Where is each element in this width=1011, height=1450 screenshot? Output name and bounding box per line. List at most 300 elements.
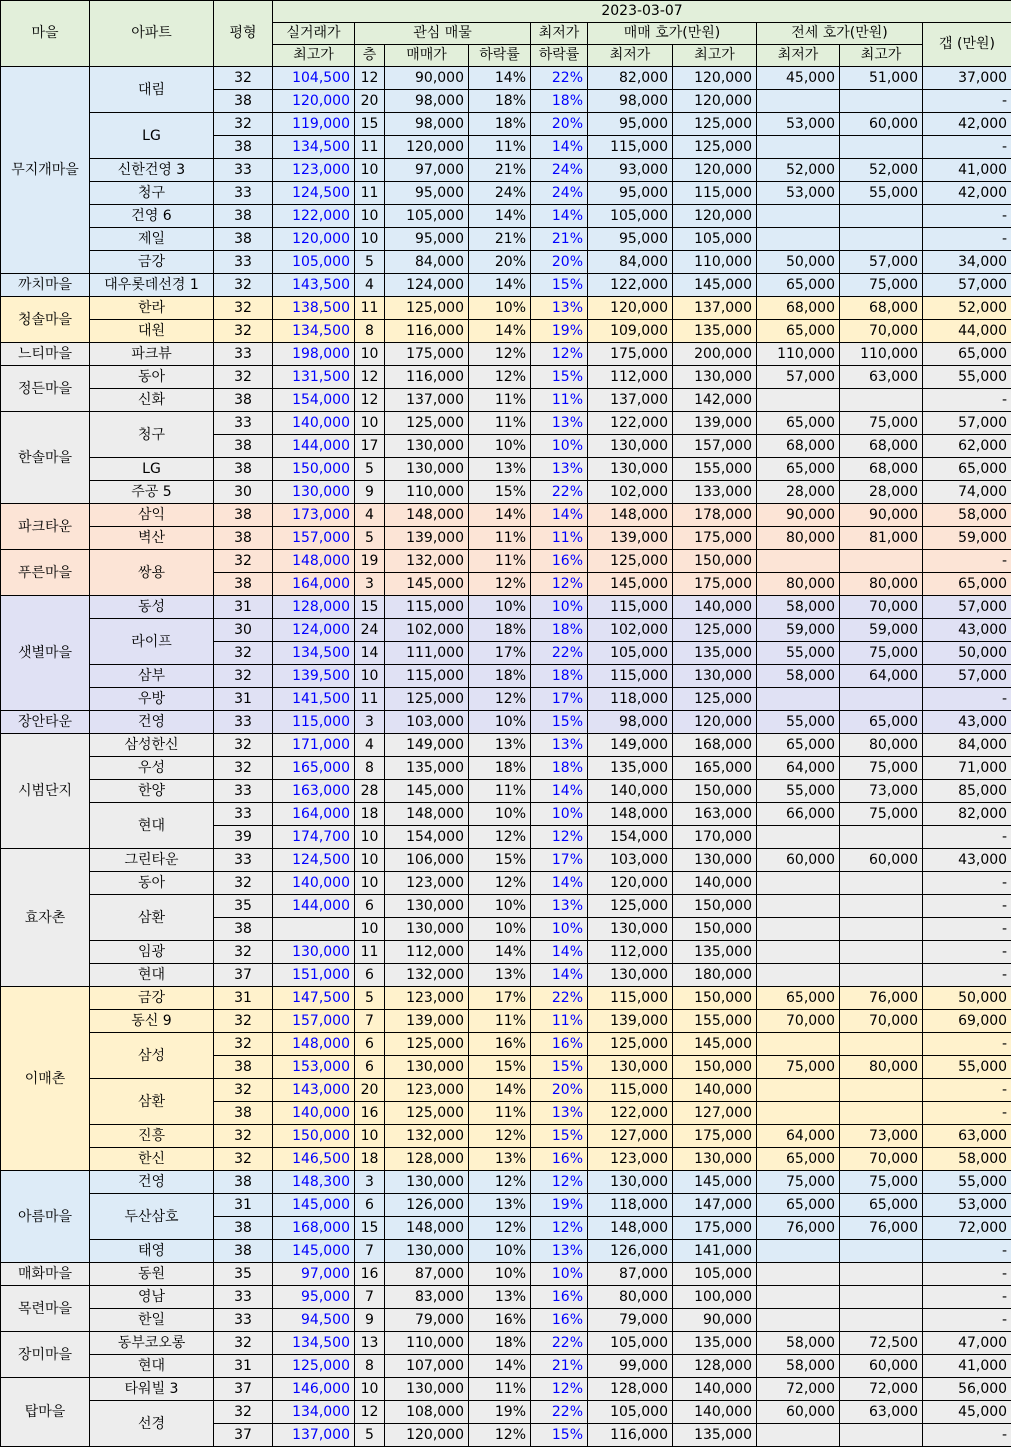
header-jeonse-min: 최저가: [757, 45, 840, 67]
cell-fl: 12: [355, 67, 385, 90]
cell-size: 38: [214, 1171, 273, 1194]
village-cell: 시범단지: [1, 734, 90, 849]
cell-size: 33: [214, 251, 273, 274]
cell-jmax: 76,000: [840, 1217, 923, 1240]
table-row: [1, 1332, 1011, 1355]
cell-size: 37: [214, 964, 273, 987]
cell-price: 112,000: [385, 941, 469, 964]
cell-jmax: [840, 688, 923, 711]
cell-real: 124,500: [273, 849, 355, 872]
cell-size: 35: [214, 895, 273, 918]
cell-size: 32: [214, 1010, 273, 1033]
cell-real: 137,000: [273, 1424, 355, 1447]
cell-smin: 102,000: [588, 481, 673, 504]
cell-gap: 43,000: [923, 619, 1011, 642]
cell-jmin: 75,000: [757, 1171, 840, 1194]
apartment-cell: 한양: [90, 780, 214, 803]
header-floor: 층: [355, 45, 385, 67]
cell-low: 12%: [531, 343, 588, 366]
cell-jmin: 65,000: [757, 1194, 840, 1217]
apartment-cell: 그린타운: [90, 849, 214, 872]
cell-fl: 8: [355, 757, 385, 780]
cell-price: 83,000: [385, 1286, 469, 1309]
cell-smin: 130,000: [588, 1056, 673, 1079]
cell-jmax: 68,000: [840, 297, 923, 320]
apartment-cell: 삼익: [90, 504, 214, 527]
village-cell: 정든마을: [1, 366, 90, 412]
cell-real: 154,000: [273, 389, 355, 412]
table-row: [1, 803, 1011, 826]
cell-price: 128,000: [385, 1148, 469, 1171]
cell-jmax: 76,000: [840, 987, 923, 1010]
header-interest: 관심 매물: [355, 23, 531, 45]
cell-low: 15%: [531, 1056, 588, 1079]
cell-real: 143,500: [273, 274, 355, 297]
cell-gap: -: [923, 1079, 1011, 1102]
cell-size: 32: [214, 642, 273, 665]
cell-low: 18%: [531, 619, 588, 642]
cell-drop: 11%: [469, 1378, 531, 1401]
cell-size: 30: [214, 619, 273, 642]
cell-fl: 14: [355, 642, 385, 665]
cell-smax: 163,000: [673, 803, 757, 826]
cell-jmax: 72,000: [840, 1378, 923, 1401]
cell-real: 148,000: [273, 1033, 355, 1056]
cell-gap: 55,000: [923, 1056, 1011, 1079]
cell-smin: 139,000: [588, 1010, 673, 1033]
cell-jmin: [757, 964, 840, 987]
table-body: [1, 67, 1011, 1447]
cell-real: 141,500: [273, 688, 355, 711]
table-row: [1, 320, 1011, 343]
cell-drop: 10%: [469, 1240, 531, 1263]
village-cell: 느티마을: [1, 343, 90, 366]
cell-smin: 116,000: [588, 1424, 673, 1447]
cell-jmax: 70,000: [840, 596, 923, 619]
cell-size: 30: [214, 481, 273, 504]
cell-size: 31: [214, 1194, 273, 1217]
cell-size: 35: [214, 1263, 273, 1286]
cell-size: 38: [214, 435, 273, 458]
cell-smax: 150,000: [673, 550, 757, 573]
cell-price: 130,000: [385, 1056, 469, 1079]
cell-low: 12%: [531, 1171, 588, 1194]
cell-price: 90,000: [385, 67, 469, 90]
cell-jmin: [757, 1309, 840, 1332]
cell-drop: 12%: [469, 688, 531, 711]
cell-fl: 3: [355, 1171, 385, 1194]
cell-jmax: 75,000: [840, 412, 923, 435]
table-row: [1, 1286, 1011, 1309]
cell-gap: -: [923, 228, 1011, 251]
cell-smax: 120,000: [673, 711, 757, 734]
cell-jmax: 64,000: [840, 665, 923, 688]
cell-fl: 10: [355, 918, 385, 941]
cell-jmin: 64,000: [757, 1125, 840, 1148]
cell-smax: 150,000: [673, 895, 757, 918]
apartment-cell: 영남: [90, 1286, 214, 1309]
cell-smin: 130,000: [588, 435, 673, 458]
cell-gap: -: [923, 1102, 1011, 1125]
cell-jmax: 75,000: [840, 274, 923, 297]
cell-low: 22%: [531, 987, 588, 1010]
cell-smin: 135,000: [588, 757, 673, 780]
cell-gap: 47,000: [923, 1332, 1011, 1355]
cell-jmin: 65,000: [757, 734, 840, 757]
cell-gap: 55,000: [923, 366, 1011, 389]
cell-smin: 80,000: [588, 1286, 673, 1309]
cell-gap: -: [923, 1286, 1011, 1309]
cell-size: 32: [214, 1148, 273, 1171]
cell-price: 148,000: [385, 803, 469, 826]
cell-fl: 13: [355, 1332, 385, 1355]
cell-price: 103,000: [385, 711, 469, 734]
cell-jmax: [840, 136, 923, 159]
cell-jmax: 80,000: [840, 573, 923, 596]
cell-smin: 148,000: [588, 803, 673, 826]
cell-fl: 19: [355, 550, 385, 573]
table-row: [1, 1355, 1011, 1378]
apartment-cell: 진흥: [90, 1125, 214, 1148]
cell-jmin: 57,000: [757, 366, 840, 389]
cell-smax: 157,000: [673, 435, 757, 458]
cell-drop: 14%: [469, 1079, 531, 1102]
header-sale-max: 최고가: [673, 45, 757, 67]
cell-price: 125,000: [385, 688, 469, 711]
table-row: [1, 412, 1011, 435]
cell-price: 110,000: [385, 1332, 469, 1355]
cell-smax: 128,000: [673, 1355, 757, 1378]
cell-price: 115,000: [385, 596, 469, 619]
cell-drop: 12%: [469, 343, 531, 366]
cell-price: 125,000: [385, 297, 469, 320]
cell-price: 132,000: [385, 964, 469, 987]
cell-smin: 130,000: [588, 964, 673, 987]
apartment-cell: 동원: [90, 1263, 214, 1286]
cell-smin: 95,000: [588, 228, 673, 251]
table-row: [1, 665, 1011, 688]
cell-smin: 115,000: [588, 665, 673, 688]
cell-real: 120,000: [273, 228, 355, 251]
cell-fl: 12: [355, 1401, 385, 1424]
cell-real: 144,000: [273, 435, 355, 458]
cell-jmax: 73,000: [840, 780, 923, 803]
cell-size: 38: [214, 1240, 273, 1263]
cell-jmin: [757, 1079, 840, 1102]
cell-smax: 125,000: [673, 136, 757, 159]
cell-real: 134,500: [273, 1332, 355, 1355]
cell-smin: 130,000: [588, 1171, 673, 1194]
apartment-cell: 현대: [90, 1355, 214, 1378]
cell-smax: 175,000: [673, 573, 757, 596]
cell-real: 134,000: [273, 1401, 355, 1424]
cell-real: 157,000: [273, 527, 355, 550]
table-row: [1, 228, 1011, 251]
cell-real: 139,500: [273, 665, 355, 688]
cell-size: 33: [214, 1309, 273, 1332]
cell-jmin: 68,000: [757, 297, 840, 320]
cell-price: 145,000: [385, 573, 469, 596]
cell-low: 10%: [531, 1263, 588, 1286]
cell-drop: 17%: [469, 642, 531, 665]
cell-drop: 13%: [469, 1286, 531, 1309]
village-cell: 샛별마을: [1, 596, 90, 711]
cell-drop: 15%: [469, 481, 531, 504]
cell-low: 15%: [531, 711, 588, 734]
cell-drop: 12%: [469, 872, 531, 895]
apartment-cell: 벽산: [90, 527, 214, 550]
cell-low: 12%: [531, 1217, 588, 1240]
cell-smin: 98,000: [588, 90, 673, 113]
cell-jmax: 63,000: [840, 366, 923, 389]
cell-jmax: 55,000: [840, 182, 923, 205]
cell-smin: 82,000: [588, 67, 673, 90]
cell-price: 120,000: [385, 136, 469, 159]
cell-smax: 140,000: [673, 1378, 757, 1401]
cell-low: 16%: [531, 1148, 588, 1171]
cell-smax: 130,000: [673, 366, 757, 389]
cell-gap: 34,000: [923, 251, 1011, 274]
cell-fl: 10: [355, 849, 385, 872]
cell-drop: 12%: [469, 1424, 531, 1447]
cell-real: 134,500: [273, 320, 355, 343]
cell-fl: 15: [355, 596, 385, 619]
cell-real: 119,000: [273, 113, 355, 136]
cell-smax: 150,000: [673, 987, 757, 1010]
apartment-cell: 금강: [90, 987, 214, 1010]
cell-gap: -: [923, 1309, 1011, 1332]
cell-drop: 13%: [469, 1194, 531, 1217]
cell-smax: 100,000: [673, 1286, 757, 1309]
cell-jmin: 80,000: [757, 573, 840, 596]
cell-smax: 200,000: [673, 343, 757, 366]
cell-smin: 125,000: [588, 1033, 673, 1056]
cell-size: 38: [214, 228, 273, 251]
cell-price: 137,000: [385, 389, 469, 412]
cell-size: 32: [214, 1125, 273, 1148]
cell-low: 15%: [531, 1125, 588, 1148]
cell-low: 16%: [531, 1033, 588, 1056]
cell-jmin: 68,000: [757, 435, 840, 458]
cell-real: 120,000: [273, 90, 355, 113]
cell-low: 12%: [531, 573, 588, 596]
cell-fl: 6: [355, 1194, 385, 1217]
cell-price: 123,000: [385, 987, 469, 1010]
cell-real: 140,000: [273, 1102, 355, 1125]
cell-low: 16%: [531, 1309, 588, 1332]
cell-price: 145,000: [385, 780, 469, 803]
cell-low: 10%: [531, 596, 588, 619]
apartment-cell: 제일: [90, 228, 214, 251]
cell-fl: 15: [355, 1217, 385, 1240]
village-cell: 푸른마을: [1, 550, 90, 596]
village-cell: 장미마을: [1, 1332, 90, 1378]
cell-size: 31: [214, 987, 273, 1010]
cell-fl: 11: [355, 941, 385, 964]
cell-low: 16%: [531, 1286, 588, 1309]
cell-size: 33: [214, 803, 273, 826]
cell-smax: 137,000: [673, 297, 757, 320]
cell-gap: -: [923, 826, 1011, 849]
cell-price: 120,000: [385, 1424, 469, 1447]
cell-drop: 10%: [469, 435, 531, 458]
cell-jmax: 75,000: [840, 1171, 923, 1194]
cell-jmin: 55,000: [757, 642, 840, 665]
cell-smin: 115,000: [588, 596, 673, 619]
cell-real: 130,000: [273, 941, 355, 964]
header-jeonse-max: 최고가: [840, 45, 923, 67]
cell-real: 128,000: [273, 596, 355, 619]
cell-jmax: 75,000: [840, 642, 923, 665]
cell-jmin: 59,000: [757, 619, 840, 642]
cell-smax: 150,000: [673, 1056, 757, 1079]
cell-price: 106,000: [385, 849, 469, 872]
cell-jmin: 60,000: [757, 849, 840, 872]
table-row: [1, 757, 1011, 780]
cell-gap: -: [923, 550, 1011, 573]
cell-size: 32: [214, 366, 273, 389]
cell-price: 130,000: [385, 895, 469, 918]
apartment-cell: 청구: [90, 182, 214, 205]
cell-jmax: [840, 1286, 923, 1309]
cell-drop: 13%: [469, 1148, 531, 1171]
cell-drop: 24%: [469, 182, 531, 205]
cell-fl: 16: [355, 1102, 385, 1125]
cell-jmax: [840, 90, 923, 113]
cell-smin: 115,000: [588, 136, 673, 159]
cell-price: 116,000: [385, 366, 469, 389]
cell-fl: 3: [355, 711, 385, 734]
cell-size: 32: [214, 274, 273, 297]
cell-fl: 6: [355, 964, 385, 987]
table-row: [1, 1263, 1011, 1286]
cell-smax: 145,000: [673, 274, 757, 297]
cell-smin: 115,000: [588, 987, 673, 1010]
cell-fl: 6: [355, 895, 385, 918]
cell-jmin: [757, 1240, 840, 1263]
table-row: [1, 1309, 1011, 1332]
cell-drop: 11%: [469, 136, 531, 159]
cell-jmax: 60,000: [840, 1355, 923, 1378]
cell-smax: 150,000: [673, 780, 757, 803]
apartment-cell: 쌍용: [90, 550, 214, 596]
cell-smax: 140,000: [673, 1079, 757, 1102]
table-row: [1, 1010, 1011, 1033]
cell-smin: 99,000: [588, 1355, 673, 1378]
cell-low: 19%: [531, 320, 588, 343]
cell-jmax: 28,000: [840, 481, 923, 504]
cell-fl: 4: [355, 274, 385, 297]
table-row: [1, 481, 1011, 504]
cell-gap: 41,000: [923, 159, 1011, 182]
cell-real: 173,000: [273, 504, 355, 527]
cell-price: 111,000: [385, 642, 469, 665]
cell-low: 14%: [531, 780, 588, 803]
cell-low: 12%: [531, 1378, 588, 1401]
village-cell: 까치마을: [1, 274, 90, 297]
apartment-cell: 삼부: [90, 665, 214, 688]
apartment-cell: 동부코오롱: [90, 1332, 214, 1355]
cell-gap: 85,000: [923, 780, 1011, 803]
cell-gap: -: [923, 688, 1011, 711]
cell-drop: 18%: [469, 113, 531, 136]
cell-smax: 133,000: [673, 481, 757, 504]
cell-drop: 11%: [469, 412, 531, 435]
cell-size: 39: [214, 826, 273, 849]
table-row: [1, 987, 1011, 1010]
cell-smax: 178,000: [673, 504, 757, 527]
cell-smin: 118,000: [588, 1194, 673, 1217]
cell-jmin: 58,000: [757, 1355, 840, 1378]
cell-smax: 142,000: [673, 389, 757, 412]
cell-real: 145,000: [273, 1194, 355, 1217]
cell-gap: -: [923, 1033, 1011, 1056]
cell-jmax: 65,000: [840, 1194, 923, 1217]
cell-real: 131,500: [273, 366, 355, 389]
cell-price: 102,000: [385, 619, 469, 642]
cell-jmin: 70,000: [757, 1010, 840, 1033]
cell-smin: 122,000: [588, 412, 673, 435]
village-cell: 탑마을: [1, 1378, 90, 1447]
cell-smax: 120,000: [673, 159, 757, 182]
cell-smax: 105,000: [673, 228, 757, 251]
cell-jmin: 64,000: [757, 757, 840, 780]
cell-drop: 18%: [469, 1332, 531, 1355]
cell-size: 37: [214, 1424, 273, 1447]
cell-drop: 10%: [469, 596, 531, 619]
cell-real: 150,000: [273, 458, 355, 481]
cell-drop: 16%: [469, 1309, 531, 1332]
cell-drop: 15%: [469, 1056, 531, 1079]
cell-fl: 17: [355, 435, 385, 458]
cell-fl: 10: [355, 412, 385, 435]
cell-smax: 168,000: [673, 734, 757, 757]
cell-real: 174,700: [273, 826, 355, 849]
cell-fl: 7: [355, 1010, 385, 1033]
cell-drop: 11%: [469, 389, 531, 412]
cell-smin: 95,000: [588, 113, 673, 136]
cell-low: 17%: [531, 688, 588, 711]
cell-price: 116,000: [385, 320, 469, 343]
cell-smin: 84,000: [588, 251, 673, 274]
village-cell: 장안타운: [1, 711, 90, 734]
cell-drop: 11%: [469, 527, 531, 550]
apartment-cell: 청구: [90, 412, 214, 458]
cell-jmax: 63,000: [840, 1401, 923, 1424]
cell-low: 20%: [531, 251, 588, 274]
cell-drop: 14%: [469, 67, 531, 90]
cell-fl: 6: [355, 1033, 385, 1056]
cell-gap: 65,000: [923, 458, 1011, 481]
table-row: [1, 1240, 1011, 1263]
apartment-cell: 대림: [90, 67, 214, 113]
apartment-cell: 삼환: [90, 1079, 214, 1125]
cell-jmin: 65,000: [757, 274, 840, 297]
cell-low: 18%: [531, 757, 588, 780]
cell-fl: 16: [355, 1263, 385, 1286]
cell-low: 17%: [531, 849, 588, 872]
cell-jmin: [757, 941, 840, 964]
cell-gap: 52,000: [923, 297, 1011, 320]
cell-smax: 140,000: [673, 872, 757, 895]
cell-smax: 180,000: [673, 964, 757, 987]
apartment-cell: 현대: [90, 964, 214, 987]
cell-price: 132,000: [385, 1125, 469, 1148]
cell-low: 24%: [531, 159, 588, 182]
cell-jmax: 59,000: [840, 619, 923, 642]
cell-size: 33: [214, 780, 273, 803]
cell-low: 10%: [531, 435, 588, 458]
